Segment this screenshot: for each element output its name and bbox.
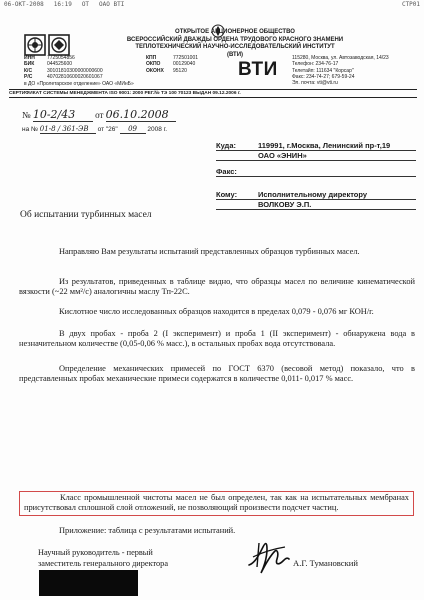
org-line-1: ОТКРЫТОЕ АКЦИОНЕРНОЕ ОБЩЕСТВО bbox=[175, 29, 295, 35]
fax-sender: OAO BTI bbox=[99, 1, 125, 8]
vti-emblem-right-icon bbox=[48, 34, 70, 56]
outgoing-number: № 10-2/43 от 06.10.2008 bbox=[22, 108, 176, 122]
contacts: 115280, Москва, ул. Автозаводская, 14/23 Телефон: 234-76-17 Телетайп: 111634 "Корсар" Факс: 234-74-27; 679-59-24 Эл. почта: vti@vti.ru bbox=[292, 55, 389, 87]
outgoing-number-value: 10-2/43 bbox=[33, 108, 93, 122]
incoming-number: на № 01-8 / 361-ЭВ от "26" 09 2008 г. bbox=[22, 125, 168, 133]
body-paragraph-2: Из результатов, приведенных в таблице видно, что образцы масел по величине кинематической вязкости (~22 мм²/с) аналогичны маслу Тп-22С. bbox=[19, 277, 415, 297]
bank-name: в ДО «Пролетарское отделение» ОАО «МИнБ» bbox=[24, 80, 134, 87]
requisites-left: ИНН 7725054856 БИК 044525600 К/С 30101810300000000600 Р/С 40702810600020601067 в ДО «Пролетарское отделение» ОАО «МИнБ» bbox=[24, 55, 134, 87]
signatory-title: Научный руководитель - первый заместитель генерального директора bbox=[38, 548, 168, 568]
fax-date: 06-OKT-2008 bbox=[4, 1, 44, 8]
recipient-to: Куда: 119991, г.Москва, Ленинский пр-т,19 ОАО «ЭНИН» bbox=[216, 141, 416, 161]
appendix-note: Приложение: таблица с результатами испытаний. bbox=[59, 526, 236, 535]
requisites-right: КПП 772501001 ОКПО 00129040 ОКОНХ 95120 bbox=[146, 55, 199, 74]
recipient-whom: Кому: Исполнительному директору ВОЛКОВУ Э.П. bbox=[216, 190, 416, 210]
body-paragraph-5: Определение механических примесей по ГОСТ 6370 (весовой метод) показало, что в представленных пробах механические примеси содержатся в количестве 0,011- 0,017 % масс. bbox=[19, 364, 415, 384]
letter-subject: Об испытании турбинных масел bbox=[20, 210, 152, 220]
body-paragraph-4: В двух пробах - проба 2 (I эксперимент) и проба 1 (II эксперимент) - обнаружена вода в незначительном количестве (0,05-0,06 % масс.), в остальных пробах вода отсутствовала. bbox=[19, 329, 415, 349]
handwritten-signature bbox=[245, 535, 293, 577]
org-line-3: ТЕПЛОТЕХНИЧЕСКИЙ НАУЧНО-ИССЛЕДОВАТЕЛЬСКИЙ ИНСТИТУТ bbox=[135, 44, 335, 51]
body-paragraph-1: Направляю Вам результаты испытаний представленных образцов турбинных масел. bbox=[59, 247, 360, 256]
certificate-bar: СЕРТИФИКАТ СИСТЕМЫ МЕНЕДЖМЕНТА ISO 9001: 2000 РЕГ.№ ТЭ 100 70123 ВЫДАН 09.12.2006 г. bbox=[9, 89, 417, 98]
outgoing-date: 06.10.2008 bbox=[106, 108, 176, 122]
vti-logo: ВТИ bbox=[238, 59, 278, 80]
redacted-block bbox=[39, 570, 138, 596]
fax-header bbox=[4, 1, 420, 8]
fax-page: CTP01 bbox=[401, 1, 420, 8]
fax-from: OT bbox=[81, 1, 90, 8]
signatory-name: А.Г. Тумановский bbox=[293, 558, 358, 568]
org-abbr: (ВТИ) bbox=[226, 51, 244, 58]
fax-time: 16:19 bbox=[53, 1, 72, 8]
vti-emblem-left-icon bbox=[24, 34, 46, 56]
org-line-2: ВСЕРОССИЙСКИЙ ДВАЖДЫ ОРДЕНА ТРУДОВОГО КРАСНОГО ЗНАМЕНИ bbox=[126, 36, 344, 43]
highlighted-paragraph: Класс промышленной чистоты масел не был определен, так как на испытательных мембранах присутствовал сплошной слой отложений, не позволяющий произвести подсчет частиц. bbox=[19, 491, 414, 516]
body-paragraph-3: Кислотное число исследованных образцов находится в пределах 0,079 - 0,076 мг КОН/г. bbox=[59, 307, 374, 316]
recipient-fax: Факс: bbox=[216, 165, 416, 177]
